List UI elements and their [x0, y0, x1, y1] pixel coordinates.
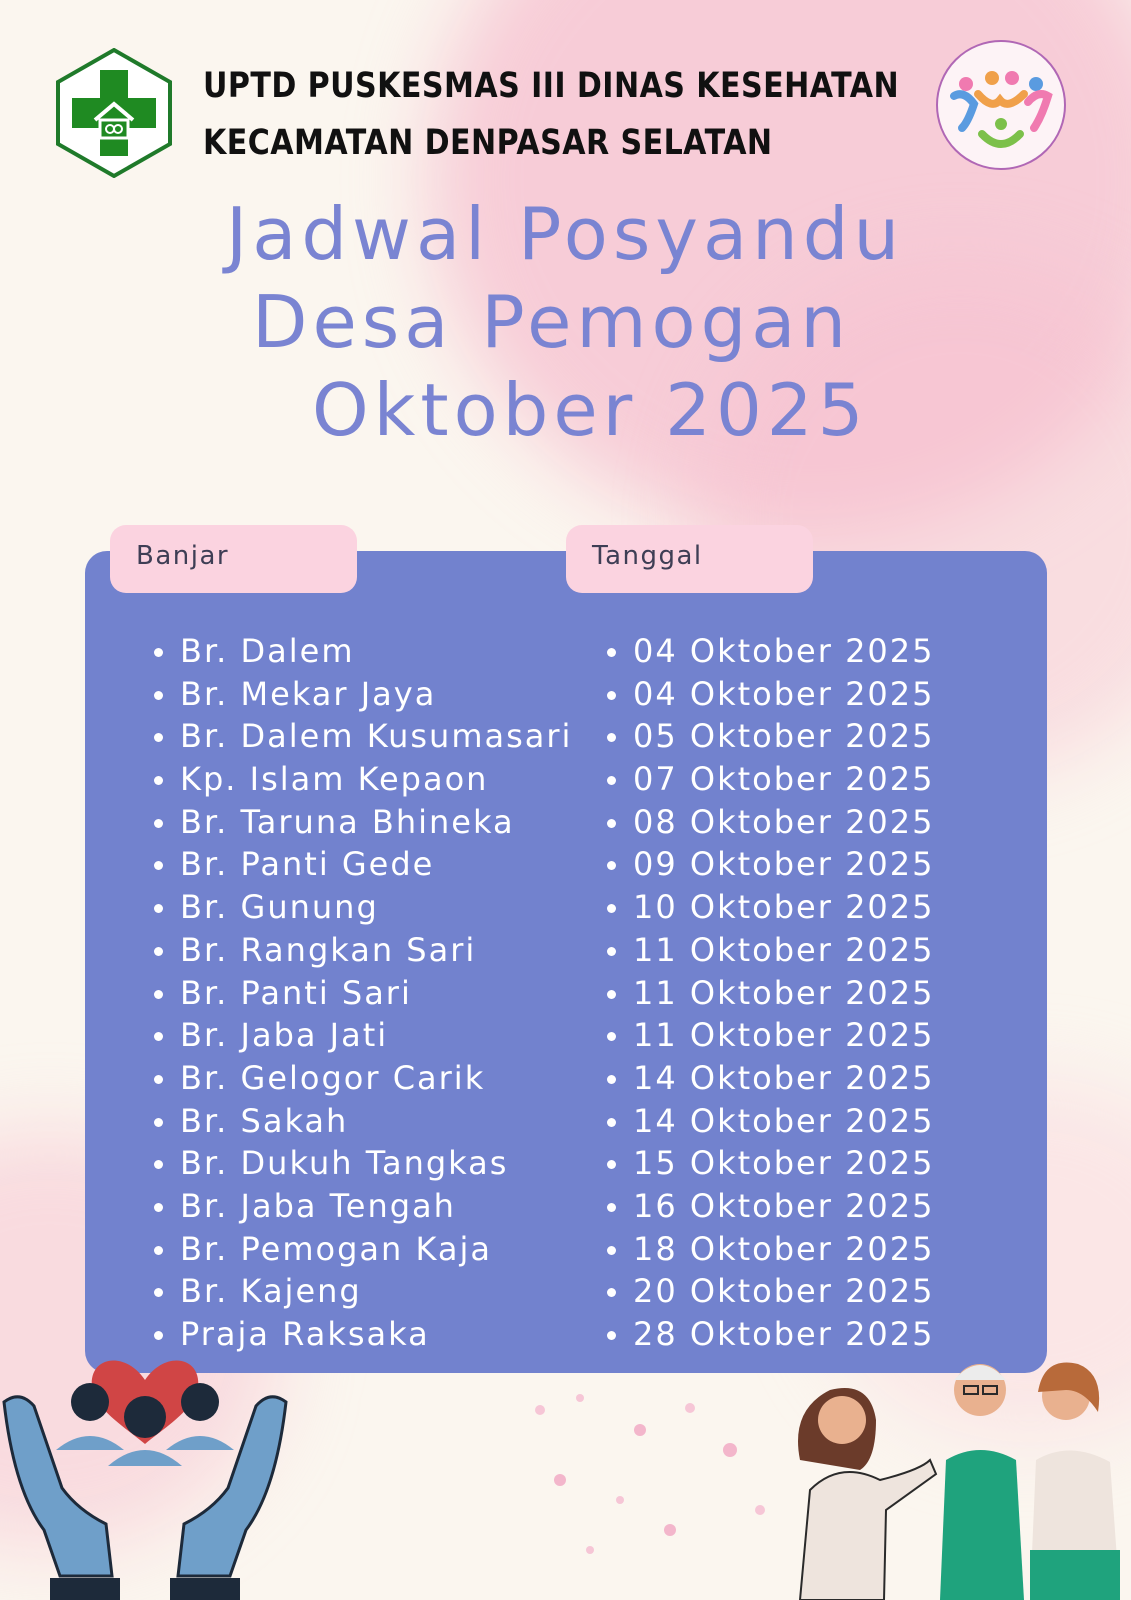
banjar-item: Br. Panti Gede: [150, 843, 572, 886]
banjar-item: Br. Kajeng: [150, 1270, 572, 1313]
tanggal-item: 14 Oktober 2025: [603, 1100, 935, 1143]
banjar-item: Br. Jaba Tengah: [150, 1185, 572, 1228]
banjar-item: Kp. Islam Kepaon: [150, 758, 572, 801]
banjar-item: Br. Sakah: [150, 1100, 572, 1143]
tanggal-item: 28 Oktober 2025: [603, 1313, 935, 1356]
title-line-3: Oktober 2025: [312, 368, 869, 452]
banjar-header-tab: Banjar: [110, 525, 357, 593]
tanggal-item: 18 Oktober 2025: [603, 1228, 935, 1271]
posyandu-family-heart-icon: [934, 38, 1068, 172]
tanggal-item: 04 Oktober 2025: [603, 630, 935, 673]
tanggal-item: 11 Oktober 2025: [603, 1014, 935, 1057]
page-title: [0, 190, 1131, 454]
tanggal-header-tab: Tanggal: [566, 525, 813, 593]
tanggal-item: 16 Oktober 2025: [603, 1185, 935, 1228]
banjar-item: Br. Jaba Jati: [150, 1014, 572, 1057]
title-line-1: Jadwal Posyandu: [226, 192, 905, 276]
puskesmas-cross-house-icon: [55, 48, 173, 178]
tanggal-item: 04 Oktober 2025: [603, 673, 935, 716]
banjar-item: Br. Gelogor Carik: [150, 1057, 572, 1100]
tanggal-item: 15 Oktober 2025: [603, 1142, 935, 1185]
banjar-item: Praja Raksaka: [150, 1313, 572, 1356]
hands-holding-community-heart-icon: [0, 1310, 300, 1600]
organization-line-1: UPTD PUSKESMAS III DINAS KESEHATAN: [203, 66, 900, 106]
organization-name: [203, 58, 899, 172]
tanggal-item: 05 Oktober 2025: [603, 715, 935, 758]
decorative-dots: [520, 1390, 800, 1560]
banjar-item: Br. Panti Sari: [150, 972, 572, 1015]
banjar-list: [150, 630, 572, 1356]
banjar-item: Br. Pemogan Kaja: [150, 1228, 572, 1271]
banjar-item: Br. Gunung: [150, 886, 572, 929]
organization-line-2: KECAMATAN DENPASAR SELATAN: [203, 123, 773, 163]
banjar-item: Br. Taruna Bhineka: [150, 801, 572, 844]
tanggal-item: 09 Oktober 2025: [603, 843, 935, 886]
health-worker-elderly-patient-illustration: [780, 1350, 1131, 1600]
banjar-item: Br. Dalem Kusumasari: [150, 715, 572, 758]
banjar-item: Br. Dukuh Tangkas: [150, 1142, 572, 1185]
tanggal-item: 11 Oktober 2025: [603, 972, 935, 1015]
tanggal-item: 11 Oktober 2025: [603, 929, 935, 972]
header: [0, 0, 1131, 200]
tanggal-item: 20 Oktober 2025: [603, 1270, 935, 1313]
tanggal-item: 14 Oktober 2025: [603, 1057, 935, 1100]
tanggal-item: 10 Oktober 2025: [603, 886, 935, 929]
tanggal-item: 08 Oktober 2025: [603, 801, 935, 844]
tanggal-list: [603, 630, 935, 1356]
banjar-item: Br. Mekar Jaya: [150, 673, 572, 716]
banjar-item: Br. Rangkan Sari: [150, 929, 572, 972]
title-line-2: Desa Pemogan: [252, 280, 852, 364]
banjar-item: Br. Dalem: [150, 630, 572, 673]
tanggal-item: 07 Oktober 2025: [603, 758, 935, 801]
